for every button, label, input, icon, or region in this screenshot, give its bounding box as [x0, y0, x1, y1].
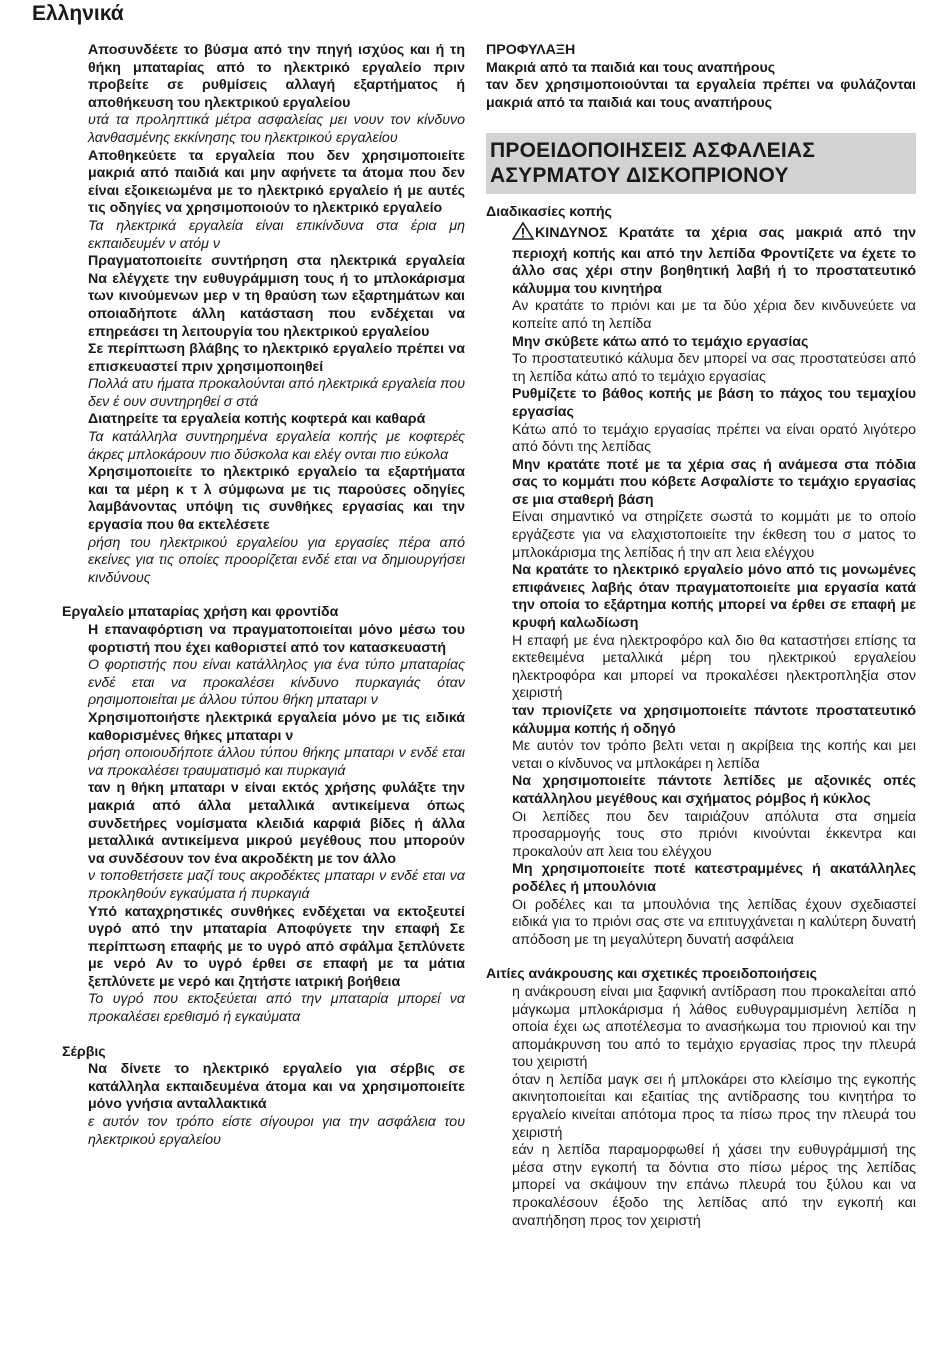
cut-rule-clamp-workpiece: Μην κρατάτε ποτέ με τα χέρια σας ή ανάμεσα στα πόδια σας το κομμάτι που κόβετε Ασφαλίστε το τεμάχιο εργασίας σε μια σταθερή βάση: [512, 456, 916, 508]
warning-title-line-2: ΑΣΥΡΜΑΤΟΥ ΔΙΣΚΟΠΡΙΟΝΟΥ: [490, 164, 789, 188]
danger-rule-text: ΚΙΝΔΥΝΟΣ Κρατάτε τα χέρια σας μακριά από την περιοχή κοπής και από την λεπίδα Φροντίζετε να έχετε το άλλο σας χέρι στην βοηθητική λαβή ή το προστατευτικό κάλυμμα του κινητήρα: [512, 224, 916, 297]
precaution-heading: ΠΡΟΦΥΛΑΞΗ: [486, 42, 576, 58]
rule-maintenance: Πραγματοποιείτε συντήρηση στα ηλεκτρικά εργαλεία Να ελέγχετε την ευθυγράμμιση τους ή το μπλοκάρισμα των κινούμενων μερ ν τη θραύση των εξαρτημάτων και οποιαδήποτε άλλη κατάσταση που ενδέχεται να επηρεάσει τη λειτουργία του ηλεκτρικού εργαλείου: [88, 253, 465, 340]
battery-rule-liquid-reason: Το υγρό που εκτοξεύεται από την μπαταρία μπορεί να προκαλέσει ερεθισμό ή εγκαύματα: [88, 991, 465, 1026]
cut-rule-insulated-grip-reason: Η επαφή με ένα ηλεκτροφόρο καλ διο θα καταστήσει επίσης τα εκτεθειμένα μεταλλικά μέρη του ηλεκτρικού εργαλείου ηλεκτροφόρα και μπορεί να προκαλέσει ηλεκτροπληξία στον χειριστή: [512, 632, 916, 702]
rule-sharp-tools-reason: Τα κατάλληλα συντηρημένα εργαλεία κοπής με κοφτερές άκρες μπλοκάρουν πιο δύσκολα και ελέγ ονται πιο εύκολα: [88, 429, 465, 463]
battery-rule-packs-reason: ρήση οποιουδήποτε άλλου τύπου θήκης μπαταρι ν ενδέ εται να προκαλέσει τραυματισμό και πυρκαγιά: [88, 745, 465, 779]
cut-rule-arbor-holes-reason: Οι λεπίδες που δεν ταιριάζουν απόλυτα στα σημεία προσαρμογής τους στο πριόνι κινούνται έκκεντρα και προκαλούν απ λεια του ελέγχου: [512, 808, 916, 860]
cut-rule-washers-bolts-reason: Οι ροδέλες και τα μπουλόνια της λεπίδας έχουν σχεδιαστεί ειδικά για το πριόνι σας στε να επιτυγχάνεται η καλύτερη δυνατή απόδοση με τη μεγαλύτερη δυνατή ασφάλεια: [512, 896, 916, 948]
danger-rule: [512, 222, 916, 298]
language-heading: Ελληνικά: [32, 2, 124, 25]
cut-rule-rip-fence: ταν πριονίζετε να χρησιμοποιείτε πάντοτε προστατευτικό κάλυμμα κοπής ή οδηγό: [512, 703, 916, 737]
battery-rule-metal-objects: ταν η θήκη μπαταρι ν είναι εκτός χρήσης φυλάξτε την μακριά από άλλα μεταλλικά αντικείμενα όπως συνδετήρες νομίσματα κλειδιά καρφιά βίδες ή άλλα μεταλλικά αντικείμενα μικρού μεγέθους που μπορούν να συνδέσουν τον ένα ακροδέκτη με τον άλλο: [88, 780, 465, 867]
battery-list: [62, 622, 465, 1027]
kickback-paragraph: εάν η λεπίδα παραμορφωθεί ή χάσει την ευθυγράμμισή της μέσα στην εγκοπή τα δόντια στο πίσω μέρος της λεπίδας μπορεί να σκάψουν την επάνω πλευρά του ξύλου και να προκαλέσουν έξοδο της λεπίδας από την εγκοπή και αναπήδηση προς τον χειριστή: [512, 1142, 916, 1229]
cut-rule-arbor-holes: Να χρησιμοποιείτε πάντοτε λεπίδες με αξονικές οπές κατάλληλου μεγέθους και σχήματος ρόμβος ή κύκλος: [512, 773, 916, 807]
service-section-heading: Σέρβις: [62, 1043, 106, 1060]
rule-storage-reason: Τα ηλεκτρικά εργαλεία είναι επικίνδυνα στα έρια μη εκπαιδευμέν ν ατόμ ν: [88, 217, 465, 252]
cutting-heading: Διαδικασίες κοπής: [486, 204, 612, 221]
service-rule-reason: ε αυτόν τον τρόπο είστε σίγουροι για την ασφάλεια του ηλεκτρικού εργαλείου: [88, 1114, 465, 1148]
rule-use-per-instructions-reason: ρήση του ηλεκτρικού εργαλείου για εργασίες πέρα από εκείνες για τις οποίες προορίζεται ενδέ εται να δημιουργήσει κινδύνους: [88, 534, 465, 586]
battery-rule-liquid: Υπό καταχρηστικές συνθήκες ενδέχεται να εκτοξευτεί υγρό από την μπαταρία Αποφύγετε την επαφή Σε περίπτωση επαφής με το υγρό από σφάλμα ξεπλύνετε με νερό Αν το υγρό έρθει σε επαφή με τα μάτια ξεπλύνετε με νερό και ζητήστε ιατρική βοήθεια: [88, 903, 465, 990]
cut-rule-rip-fence-reason: Με αυτόν τον τρόπο βελτι νεται η ακρίβεια της κοπής και μει νεται ο κίνδυνος να μπλοκάρει η λεπίδα: [512, 738, 916, 772]
cut-rule-no-reach-under-reason: Το προστατευτικό κάλυμα δεν μπορεί να σας προστατεύσει από τη λεπίδα κάτω από το τεμάχιο εργασίας: [512, 351, 916, 385]
battery-rule-packs: Χρησιμοποιήστε ηλεκτρικά εργαλεία μόνο με τις ειδικά καθορισμένες θήκες μπαταρι ν: [88, 709, 465, 744]
warning-triangle-icon: [512, 222, 534, 246]
battery-rule-charger-reason: Ο φορτιστής που είναι κατάλληλος για ένα τύπο μπαταρίας ενδέ εται να προκαλέσει κίνδυνο πυρκαγιάς όταν ρησιμοποιείται με άλλου τύπου θήκη μπαταρι ν: [88, 657, 465, 709]
warning-title-box: [486, 133, 916, 194]
safety-list: [62, 42, 465, 587]
rule-storage: Αποθηκεύετε τα εργαλεία που δεν χρησιμοποιείτε μακριά από παιδιά και μην αφήνετε τα άτομα που δεν είναι εξοικειωμένα με το ηλεκτρικό εργαλείο ή με αυτές τις οδηγίες να χρησιμοποιούν το ηλεκτρικό εργαλείο: [88, 147, 465, 217]
rule-use-per-instructions: Χρησιμοποιείτε το ηλεκτρικό εργαλείο τα εξαρτήματα και τα μέρη κ τ λ σύμφωνα με τις παρούσες οδηγίες λαμβάνοντας υπόψη τις συνθήκες εργασίας και την εργασία που θα εκτελέσετε: [88, 464, 465, 534]
right-column: [486, 42, 916, 1230]
battery-rule-charger: Η επαναφόρτιση να πραγματοποιείται μόνο μέσω του φορτιστή που έχει καθοριστεί από τον κατασκευαστή: [88, 622, 465, 656]
rule-unplug: Αποσυνδέετε το βύσμα από την πηγή ισχύος και ή τη θήκη μπαταρίας από το ηλεκτρικό εργαλείο πριν προβείτε σε ρυθμίσεις αλλαγή εξαρτήματος ή αποθήκευση του ηλεκτρικού εργαλείου: [88, 42, 465, 111]
kickback-heading: Αιτίες ανάκρουσης και σχετικές προειδοποιήσεις: [486, 966, 818, 983]
service-list: [62, 1061, 465, 1149]
cut-rule-depth: Ρυθμίζετε το βάθος κοπής με βάση το πάχος του τεμαχίου εργασίας: [512, 386, 916, 420]
service-rule: Να δίνετε το ηλεκτρικό εργαλείο για σέρβις σε κατάλληλα εκπαιδευμένα άτομα και να χρησιμοποιείτε μόνο γνήσια ανταλλακτικά: [88, 1061, 465, 1113]
rule-unplug-reason: υτά τα προληπτικά μέτρα ασφαλείας μει νουν τον κίνδυνο λανθασμένης εκκίνησης του ηλεκτρικού εργαλείου: [88, 112, 465, 146]
cutting-list: [486, 222, 916, 949]
kickback-list: [486, 984, 916, 1230]
rule-repair: Σε περίπτωση βλάβης το ηλεκτρικό εργαλείο πρέπει να επισκευαστεί πριν χρησιμοποιηθεί: [88, 341, 465, 375]
cut-rule-washers-bolts: Μη χρησιμοποιείτε ποτέ κατεστραμμένες ή ακατάλληλες ροδέλες ή μπουλόνια: [512, 861, 916, 895]
warning-title-line-1: ΠΡΟΕΙΔΟΠΟΙΗΣΕΙΣ ΑΣΦΑΛΕΙΑΣ: [490, 139, 816, 163]
precaution-line-1: Μακριά από τα παιδιά και τους αναπήρους: [486, 59, 776, 76]
battery-rule-metal-objects-reason: ν τοποθετήσετε μαζί τους ακροδέκτες μπαταρι ν ενδέ εται να προκληθούν εγκαύματα ή πυρκαγιά: [88, 868, 465, 902]
cut-rule-clamp-workpiece-reason: Είναι σημαντικό να στηρίζετε σωστά το κομμάτι με το οποίο εργάζεστε για να ελαχιστοποιείτε την έκθεση του σ ματος το μπλοκάρισμα της λεπίδας ή την απ λεια ελέγχου: [512, 509, 916, 561]
cut-rule-insulated-grip: Να κρατάτε το ηλεκτρικό εργαλείο μόνο από τις μονωμένες επιφάνειες λαβής όταν πραγματοποιείτε μια εργασία κατά την οποία το εξάρτημα κοπής μπορεί να έρθει σε επαφή με κρυφή καλωδίωση: [512, 562, 916, 632]
rule-sharp-tools: Διατηρείτε τα εργαλεία κοπής κοφτερά και καθαρά: [88, 411, 426, 428]
battery-section-heading: Εργαλείο μπαταρίας χρήση και φροντίδα: [62, 604, 339, 621]
rule-repair-reason: Πολλά ατυ ήματα προκαλούνται από ηλεκτρικά εργαλεία που δεν έ ουν συντηρηθεί σ στά: [88, 376, 465, 410]
danger-rule-reason: Αν κρατάτε το πριόνι και με τα δύο χέρια δεν κινδυνεύετε να κοπείτε από τη λεπίδα: [512, 298, 916, 332]
cut-rule-depth-reason: Κάτω από το τεμάχιο εργασίας πρέπει να είναι ορατό λιγότερο από δόντι της λεπίδας: [512, 421, 916, 456]
kickback-paragraph: η ανάκρουση είναι μια ξαφνική αντίδραση που προκαλείται από μάγκωμα μπλοκάρισμα ή λάθος ευθυγραμμισμένη λεπίδα η οποία έχει ως αποτέλεσμα το ανασήκωμα του πριονιού και την απομάκρυνση του από το τεμάχιο εργασίας προς την πλευρά του χειριστή: [512, 983, 916, 1071]
left-column: [62, 42, 465, 1149]
kickback-paragraph: όταν η λεπίδα μαγκ σει ή μπλοκάρει στο κλείσιμο της εγκοπής ακινητοποιείται και εξαιτίας της αντίδρασης του κινητήρα το εργαλείο κινείται απότομα προς τα πίσω προς την πλευρά του χειριστή: [512, 1071, 916, 1141]
precaution-line-2: ταν δεν χρησιμοποιούνται τα εργαλεία πρέπει να φυλάζονται μακριά από τα παιδιά και τους αναπήρους: [486, 77, 916, 111]
cut-rule-no-reach-under: Μην σκύβετε κάτω από το τεμάχιο εργασίας: [512, 333, 809, 350]
